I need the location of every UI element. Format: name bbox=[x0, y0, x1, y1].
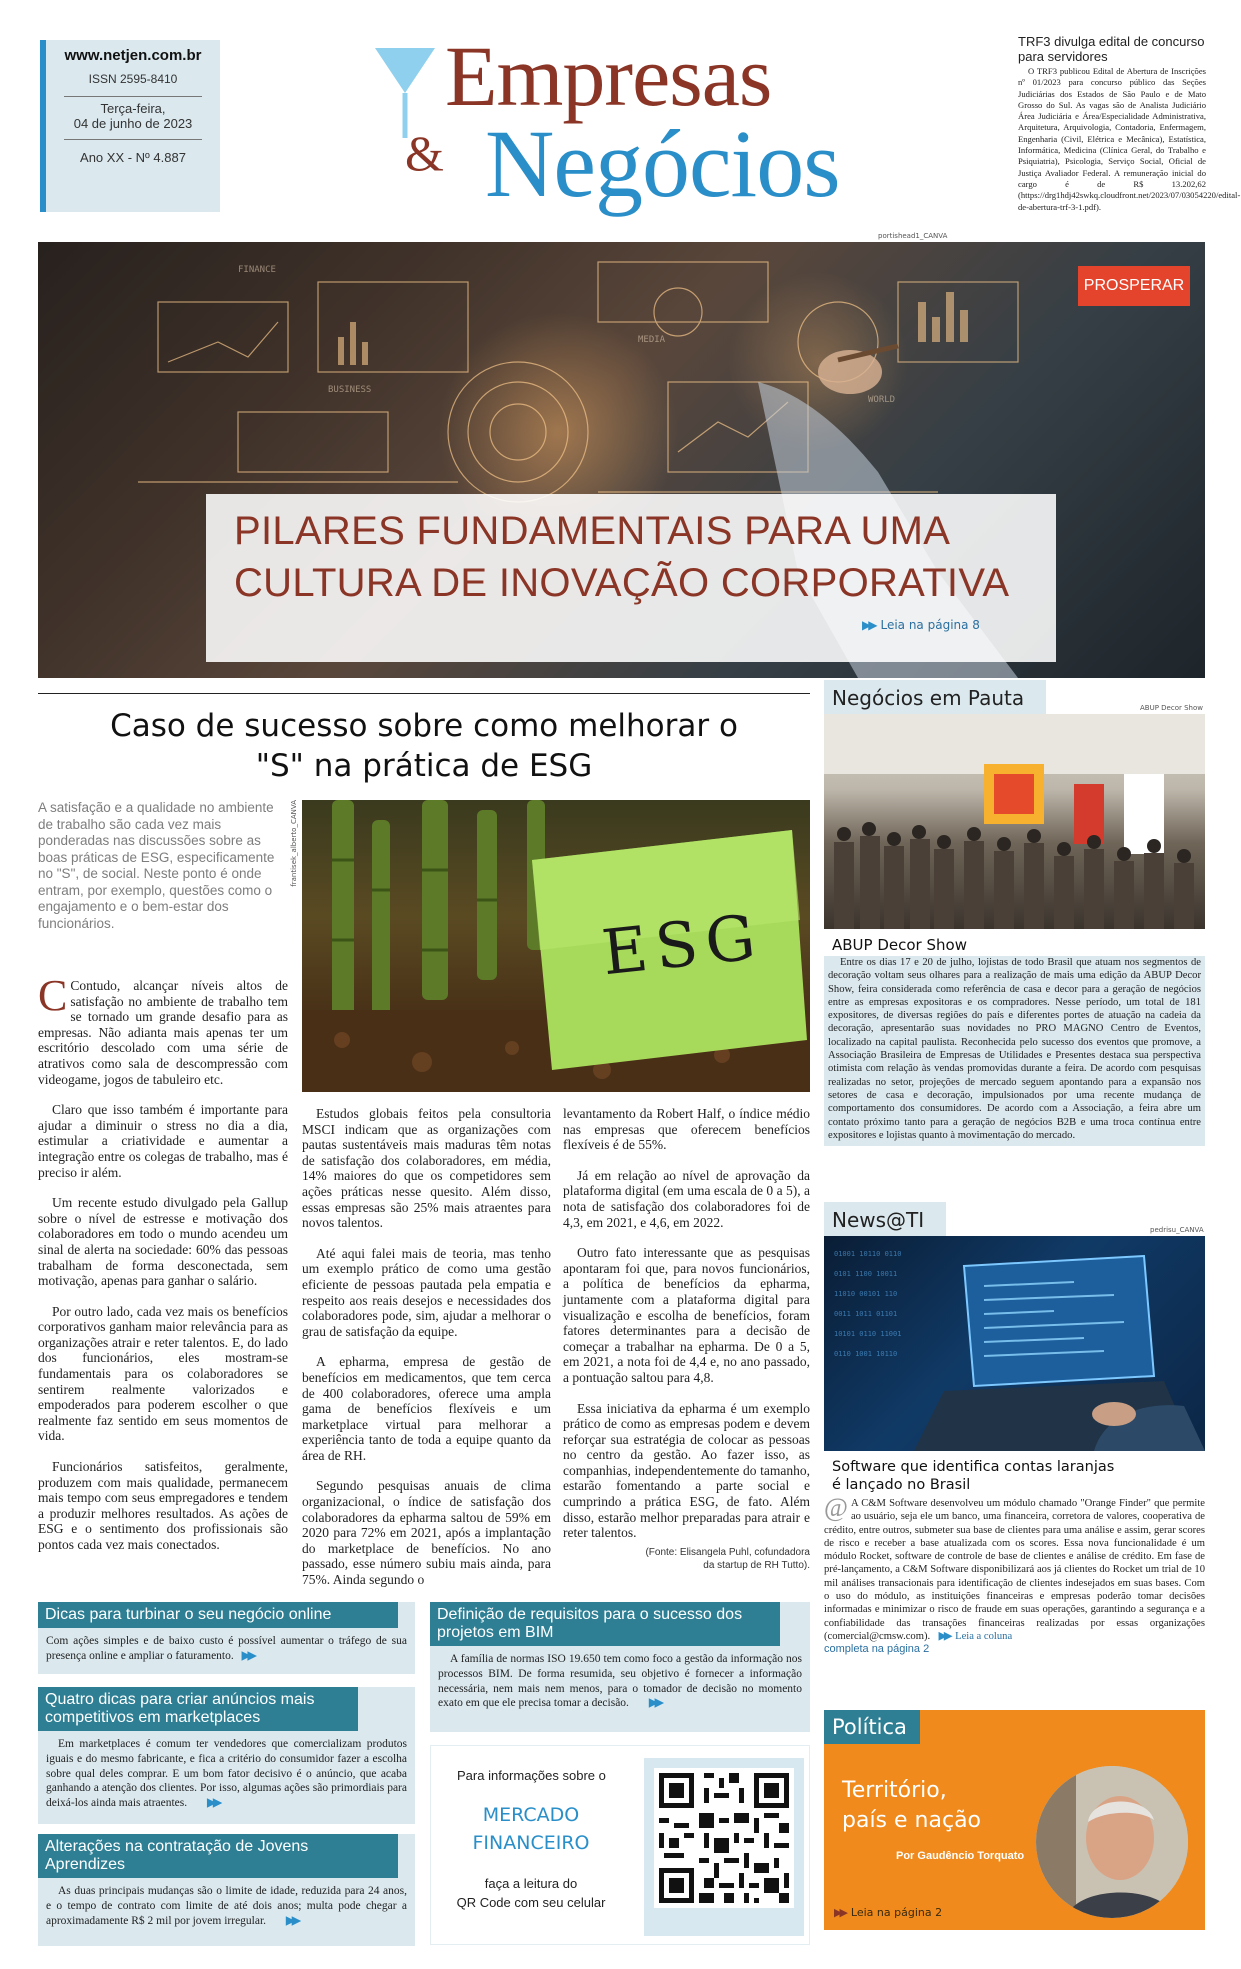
hero-headline-2[interactable]: CULTURA DE INOVAÇÃO CORPORATIVA bbox=[234, 561, 1010, 605]
site-url[interactable]: www.netjen.com.br bbox=[64, 47, 202, 64]
svg-text:MEDIA: MEDIA bbox=[638, 335, 666, 345]
main-photo-credit: frantisek_alberto_CANVA bbox=[290, 800, 298, 887]
edition-number: Ano XX - Nº 4.887 bbox=[80, 150, 186, 165]
main-title-line-2[interactable]: "S" na prática de ESG bbox=[255, 748, 593, 784]
qr-instructions bbox=[431, 1874, 631, 1912]
quatro-dicas-box[interactable] bbox=[38, 1687, 415, 1824]
main-column-2 bbox=[302, 1106, 551, 1603]
main-title-line-1[interactable]: Caso de sucesso sobre como melhorar o bbox=[110, 708, 738, 744]
svg-text:BUSINESS: BUSINESS bbox=[328, 385, 372, 395]
newsti-title[interactable] bbox=[832, 1458, 1114, 1494]
col2-p1: Estudos globais feitos pela consultoria MSCI indicam que as organizações com pautas sustentáveis mais maduras têm notas de satisfação dos colaboradores, em média, 14% maiores do que os competidores sem ações práticas nesse quesito. Além disso, essas empresas são 25% mais atraentes para novos talentos. bbox=[302, 1106, 551, 1231]
hero-read-link[interactable] bbox=[862, 618, 980, 632]
politica-title bbox=[842, 1776, 981, 1836]
drop-cap: C bbox=[38, 971, 68, 1020]
newspaper-logo bbox=[375, 30, 935, 240]
arrow-icon: ▶▶ bbox=[241, 1649, 254, 1662]
newsti-body: A C&M Software desenvolveu um módulo chamado "Orange Finder" que permite ao usuário, seja ele um banco, uma financeira, corretora de valores, cooperativa de crédito, entre outros, submeter sua base de clientes para uma análise e assim, gerar scores de risco e receber a base atualizada com os scores. Essa nova funcionalidade é um módulo Rocket, software de controle de base de clientes e análise de crédito. Em fase de pré-lançamento, a C&M Software disponibilizará aos já clientes do Rocket um trial de 10 mil análises transacionais para identificação de clientes indesejados em suas bases. Com o uso do módulo, as instituições financeiras e empresas poderão tomar decisões informadas e minimizar o risco de fraude em suas operações, garantindo a segurança e a confiabilidade das transações financeiras realizadas por essas organizações (comercial@cmsw.com). bbox=[824, 1498, 1205, 1642]
svg-text:0110 1001 10110: 0110 1001 10110 bbox=[834, 1350, 898, 1358]
trf3-title[interactable]: TRF3 divulga edital de concurso para servidores bbox=[1018, 34, 1205, 64]
hero-headline-1[interactable]: PILARES FUNDAMENTAIS PARA UMA bbox=[234, 509, 951, 553]
newsti-photo[interactable] bbox=[824, 1236, 1205, 1451]
main-article-title bbox=[38, 706, 810, 786]
col3-p2: Já em relação ao nível de aprovação da plataforma digital (em uma escala de 0 a 5), a nota de satisfação dos colaboradores foi de 4,3, em 2021, e 4,6, em 2022. bbox=[563, 1167, 810, 1230]
politica-section-header: Política bbox=[824, 1710, 920, 1744]
politica-read-link[interactable]: ▶▶ Leia na página 2 bbox=[834, 1906, 943, 1919]
dicas-box[interactable] bbox=[38, 1602, 415, 1674]
esg-photo[interactable] bbox=[302, 800, 810, 1092]
logo-negocios: Negócios bbox=[485, 110, 840, 217]
col3-p3: Outro fato interessante que as pesquisas apontaram foi que, para novos funcionários, a política de benefícios da epharma, juntamente com a plataforma digital para visualização e escolha de benefícios, foram fatores determinantes para a decisão de começar a trabalhar na epharma. De 0 a 5, em 2021, a nota foi de 4,4 e, no ano passado, a pontuação saltou para 4,8. bbox=[563, 1245, 810, 1385]
hero-section-tag[interactable]: PROSPERAR bbox=[1078, 266, 1190, 306]
politica-box[interactable] bbox=[824, 1710, 1205, 1930]
bim-title: Definição de requisitos para o sucesso dos projetos em BIM bbox=[430, 1602, 780, 1646]
svg-text:11010 00101 110: 11010 00101 110 bbox=[834, 1290, 898, 1298]
hero-link-text: Leia na página 8 bbox=[880, 618, 980, 632]
arrow-icon: ▶▶ bbox=[207, 1797, 219, 1810]
col1-p4: Por outro lado, cada vez mais os benefícios corporativos ganham maior relevância para as organizações atrair e reter talentos. E, do lado dos funcionários, eles mostram-se fundamentais para os colaboradores se sentirem realmente valorizados e empoderados para poderem escolher o que realmente faz sentido em seus momentos de vida. bbox=[38, 1303, 288, 1444]
newsti-title-2: é lançado no Brasil bbox=[832, 1477, 971, 1493]
svg-text:01001 10110 0110: 01001 10110 0110 bbox=[834, 1250, 902, 1258]
svg-text:FINANCE: FINANCE bbox=[238, 265, 276, 275]
newsti-title-1: Software que identifica contas laranjas bbox=[832, 1459, 1115, 1475]
qr-text-1: faça a leitura do bbox=[484, 1876, 578, 1891]
col2-p4: Segundo pesquisas anuais de clima organizacional, o índice de satisfação dos colaboradores da epharma saltou de 59% em 2020 para 72% em 2021, após a implantação do marketplace de benefícios. No ano passado, esse número subiu mais ainda, para 75%. Ainda segundo o bbox=[302, 1478, 551, 1588]
svg-text:0011 1011 01101: 0011 1011 01101 bbox=[834, 1310, 898, 1318]
col1-p5: Funcionários satisfeitos, geralmente, produzem com mais qualidade, permanecem mais tempo com seus empregadores e tendem a produzir melhores resultados. As ações de ESG e o sentimento dos profissionais são pontos cada vez mais conectados. bbox=[38, 1459, 288, 1552]
qr-code-icon bbox=[654, 1768, 794, 1908]
logo-empresas: Empresas bbox=[445, 28, 772, 124]
politica-title-2: país e nação bbox=[842, 1808, 982, 1833]
svg-text:WORLD: WORLD bbox=[868, 395, 896, 405]
col2-p2: Até aqui falei mais de teoria, mas tenho um exemplo prático de como uma gestão eficiente de pessoas pautada pela empatia e respeito aos reais desejos e necessidades dos colaboradores pode, sim, ajudar a melhorar o grau de satisfação da equipe. bbox=[302, 1245, 551, 1339]
col2-p3: A epharma, empresa de gestão de benefícios em medicamentos, que tem cerca de 400 colaboradores, oferece uma ampla gama de benefícios flexíveis e um marketplace virtual para melhorar a experiência tanto de toda a equipe quanto da área de RH. bbox=[302, 1354, 551, 1463]
qr-intro: Para informações sobre o bbox=[457, 1768, 606, 1783]
newsti-link-2[interactable]: completa na página 2 bbox=[824, 1643, 930, 1656]
politica-author: Por Gaudêncio Torquato bbox=[896, 1850, 1025, 1862]
qr-box[interactable] bbox=[430, 1745, 810, 1945]
dicas-text: Com ações simples e de baixo custo é possível aumentar o tráfego de sua presença online e ampliar o faturamento. ▶▶ bbox=[46, 1635, 407, 1662]
arrow-icon: ▶▶ bbox=[286, 1914, 298, 1927]
trf3-text: O TRF3 publicou Edital de Abertura de Inscrições nº 01/2023 para concurso público das Seções Judiciárias dos Estados de São Paulo e de Mato Grosso do Sul. As vagas são de Analista Judiciário Área Judiciária e Área/Especialidade Administrativa, Arquitetura, Arquivologia, Contadoria, Enfermagem, Engenharia (Civil, Elétrica e Mecânica), Estatística, Informática, Medicina (Clínica Geral, do Trabalho e Psiquiatria), Psicologia, Serviço Social, Oficial de Justiça Avaliador Federal. A remuneração inicial do cargo é de R$ 13.202,62 (https://drg1hdj42swkq.cloudfront.net/2023/07/03054220/edital-de-abertura-trf-3-1.pdf). bbox=[1018, 66, 1241, 212]
source-line-2: da startup de RH Tutto). bbox=[703, 1560, 810, 1571]
arrow-icon: ▶▶ bbox=[834, 1906, 845, 1919]
newsti-read-link[interactable]: ▶▶ Leia a coluna bbox=[938, 1630, 1013, 1642]
bim-box[interactable] bbox=[430, 1602, 810, 1732]
masthead-info-box bbox=[40, 40, 220, 212]
qr-text-2: QR Code com seu celular bbox=[456, 1895, 606, 1910]
pauta-title[interactable]: ABUP Decor Show bbox=[832, 936, 967, 954]
pauta-section-header[interactable]: Negócios em Pauta bbox=[824, 680, 1046, 714]
main-article-rule bbox=[38, 693, 810, 694]
portrait-illustration bbox=[1036, 1766, 1188, 1918]
jovens-box[interactable] bbox=[38, 1834, 415, 1946]
arrow-icon: ▶▶ bbox=[862, 618, 875, 632]
main-source bbox=[563, 1546, 810, 1572]
logo-ampersand: & bbox=[405, 125, 444, 181]
issn: ISSN 2595-8410 bbox=[88, 72, 178, 86]
col3-p1: levantamento da Robert Half, o índice médio nas empresas que oferecem benefícios flexíveis é de 55%. bbox=[563, 1106, 810, 1153]
newsti-photo-credit: pedrisu_CANVA bbox=[1150, 1226, 1204, 1234]
qr-title-1: MERCADO bbox=[482, 1804, 580, 1826]
hero-banner[interactable] bbox=[38, 242, 1205, 678]
newsti-section-header[interactable]: News@TI bbox=[824, 1202, 946, 1236]
politica-title-1: Território, bbox=[842, 1778, 947, 1803]
svg-text:0101 1100 10011: 0101 1100 10011 bbox=[834, 1270, 898, 1278]
hero-photo-credit: portishead1_CANVA bbox=[878, 232, 948, 240]
pauta-photo[interactable] bbox=[824, 714, 1205, 929]
arrow-icon: ▶▶ bbox=[938, 1630, 950, 1642]
trf3-notice bbox=[1018, 34, 1241, 213]
pauta-text: Entre os dias 17 e 20 de julho, lojistas de todo Brasil que atuam nos segmentos de decoração voltam seus olhares para a realização de mais uma edição da ABUP Decor Show, feira considerada como referência de casa e decor para a geração de negócios entre as empresas expositoras e os compradores. Nesse período, um total de 181 expositores, de diversas regiões do país e diferentes portes de atuação na cadeia da decoração, apresentarão suas novidades no PRO MAGNO Centro de Eventos, localizado na capital paulista. Reconhecida pelo sucesso dos eventos que promove, a Associação Brasileira de Empresas de Utilidades e Presentes destaca sua perspectiva otimista com relação às vendas promovidas durante a feira. De acordo com pesquisas realizadas no setor, projeções de mercado seguem apontando para a expansão nos setores de casa e decoração, impulsionados por uma recente mudança de comportamento dos consumidores. De acordo com a Associação, a feira abre um contato próximo tanto para a geração de negócios B2B e uma troca contínua entre expositores e lojistas quanto à movimentação do mercado. bbox=[824, 956, 1205, 1146]
jovens-text: As duas principais mudanças são o limite de idade, reduzida para 24 anos, e o tempo de contrato com limite de até dois anos; multa pode chegar a aproximadamente R$ 2 mil por jovem irregular. ▶▶ bbox=[46, 1885, 407, 1927]
at-sign-icon: @ bbox=[824, 1493, 848, 1522]
edition-date: 04 de junho de 2023 bbox=[73, 116, 193, 131]
quatro-dicas-text: Em marketplaces é comum ter vendedores que comercializam produtos iguais e do mesmo fabricante, e fica a critério do consumidor fazer a escolha sobre qual deles comprar. E um bom fator decisivo é o anúncio, que acaba ganhando a atenção dos clientes. Por isso, algumas ações são primordiais para deixá-los ainda mais atraentes. ▶▶ bbox=[46, 1738, 407, 1810]
pauta-photo-credit: ABUP Decor Show bbox=[1140, 704, 1203, 712]
main-column-3 bbox=[563, 1106, 810, 1556]
weekday: Terça-feira, bbox=[100, 101, 166, 116]
arrow-icon: ▶▶ bbox=[648, 1697, 661, 1710]
col1-p3: Um recente estudo divulgado pela Gallup sobre o nível de estresse e motivação dos colaboradores em todo o mundo acendeu um sinal de alerta na sociedade: 60% das pessoas trabalham de forma desconectada, sem motivação, apenas para ganhar o salário. bbox=[38, 1195, 288, 1289]
main-lead: A satisfação e a qualidade no ambiente de trabalho são cada vez mais ponderadas nas discussões sobre as boas práticas de ESG, especificamente no "S", de social. Neste ponto é onde entram, por exemplo, questões como o engajamento e o bem-estar dos funcionários. bbox=[38, 800, 275, 931]
main-column-1 bbox=[38, 971, 288, 1568]
qr-code-frame[interactable] bbox=[644, 1758, 804, 1936]
crowd-illustration bbox=[824, 714, 1205, 929]
quatro-dicas-title: Quatro dicas para criar anúncios mais competitivos em marketplaces bbox=[38, 1687, 358, 1731]
author-portrait bbox=[1036, 1766, 1188, 1918]
laptop-code-illustration bbox=[824, 1236, 1205, 1451]
col1-p2: Claro que isso também é importante para ajudar a diminuir o stress no dia a dia, estimular a criatividade e aumentar a integração entre os colegas de trabalho, mas é preciso ir além. bbox=[38, 1102, 288, 1180]
qr-title bbox=[431, 1801, 631, 1857]
col1-p1: C Contudo, alcançar níveis altos de satisfação no ambiente de trabalho tem se tornado um grande desafio para as empresas. Não adianta mais apenas ter um escritório descolado com uma série de atrativos como sala de descompressão com videogame, jogos de tabuleiro etc. bbox=[38, 971, 288, 1087]
col3-p4: Essa iniciativa da epharma é um exemplo prático de como as empresas podem e devem reforçar sua estratégia de colocar as pessoas no centro da gestão. Ao fazer isso, as companhias, independentemente do tamanho, estarão fomentando a parte social e cumprindo a prática ESG, de fato. Além disso, estarão melhor preparadas para atrair e reter talentos. bbox=[563, 1400, 810, 1541]
dicas-title: Dicas para turbinar o seu negócio online bbox=[38, 1602, 398, 1628]
esg-note-text: ESG bbox=[598, 899, 767, 990]
jovens-title: Alterações na contratação de Jovens Aprendizes bbox=[38, 1834, 398, 1878]
qr-title-2: FINANCEIRO bbox=[472, 1832, 590, 1854]
newsti-text bbox=[824, 1493, 1205, 1657]
svg-text:10101 0110 11001: 10101 0110 11001 bbox=[834, 1330, 902, 1338]
bim-text: A família de normas ISO 19.650 tem como foco a gestão da informação nos processos BIM. De forma resumida, seu objetivo é fornecer a informação necessária, nem mais nem menos, para o tomador de decisão no momento exato em que ele precisa tomar a decisão. ▶▶ bbox=[438, 1653, 802, 1710]
source-line-1: (Fonte: Elisangela Puhl, cofundadora bbox=[645, 1547, 810, 1558]
